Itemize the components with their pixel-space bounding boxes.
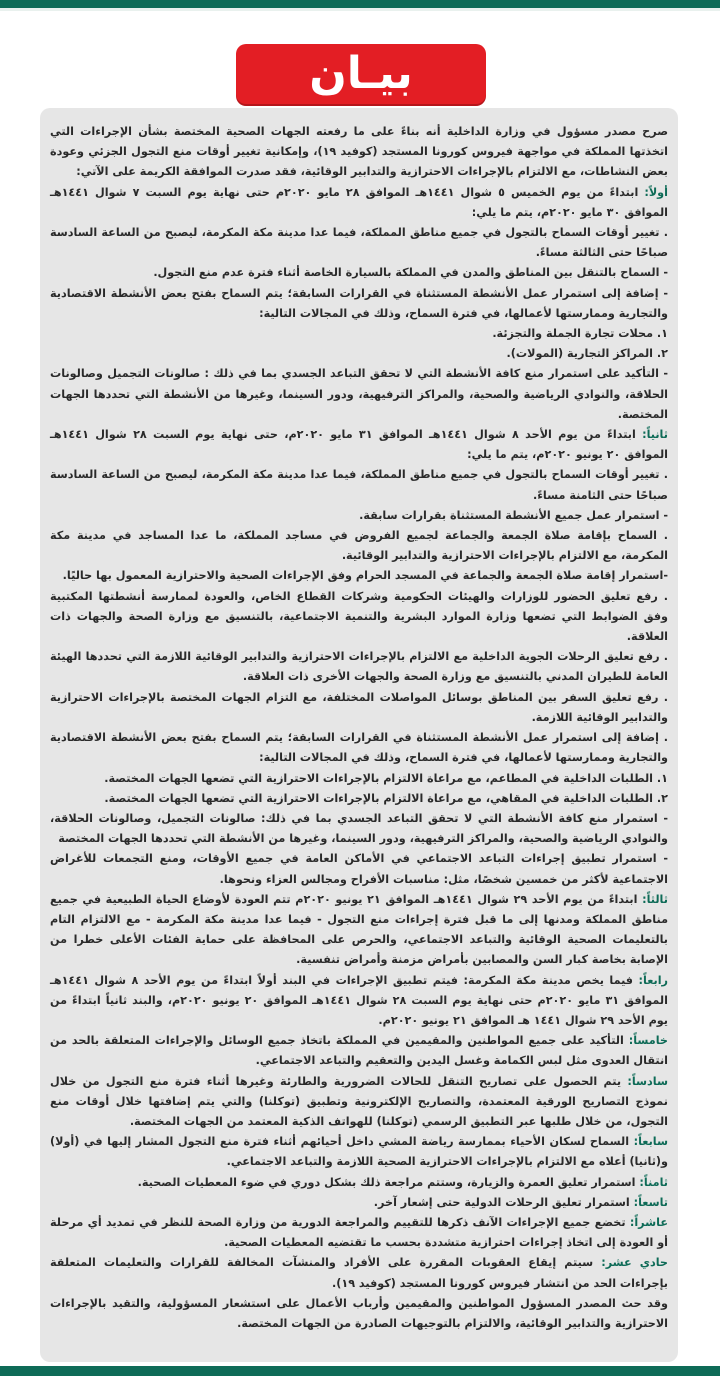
paragraph: [50, 122, 668, 183]
paragraph-label: عاشراً:: [629, 1215, 668, 1229]
paragraph-text: . تغيير أوقات السماح بالتجول في جميع مناطق المملكة، فيما عدا مدينة مكة المكرمة، ليصبح من الساعة السادسة صباحًا حتى الثالثة مساءً.: [50, 226, 668, 260]
paragraph-label: حادي عشر:: [601, 1256, 668, 1270]
paragraph-text: . السماح بإقامة صلاة الجمعة والجماعة لجميع الفروض في مساجد المملكة، ما عدا المساجد في مدينة مكة المكرمة، مع الالتزام بالإجراءات الاحترازية والتدابير الوقائية.: [50, 529, 668, 563]
paragraph-label: ثانياً:: [642, 428, 668, 442]
paragraph-text: ١. محلات تجارة الجملة والتجزئة.: [492, 327, 668, 341]
paragraph: [50, 506, 668, 526]
paragraph: [50, 263, 668, 283]
paragraph-text: استمرار تعليق الرحلات الدولية حتى إشعار آخر.: [373, 1195, 630, 1209]
paragraph-text: السماح لسكان الأحياء بممارسة رياضة المشي داخل أحيائهم أثناء فترة منع التجول المشار إليها في (أولا) و(ثانيا) أعلاه مع الالتزام بالإجراءات الاحترازية الصحية اللازمة والتباعد الاجتماعي.: [50, 1135, 668, 1169]
paragraph-text: ابتداءً من يوم الخميس ٥ شوال ١٤٤١هـ الموافق ٢٨ مايو ٢٠٢٠م حتى نهاية يوم السبت ٧ شوال ١٤٤١هـ الموافق ٣٠ مايو ٢٠٢٠م، يتم ما يلي:: [50, 185, 668, 219]
paragraph-label: رابعاً:: [638, 973, 668, 987]
paragraph: [50, 728, 668, 768]
paragraph-text: وقد حث المصدر المسؤول المواطنين والمقيمين وأرباب الأعمال على استشعار المسؤولية، والتقيد بالإجراءات الاحترازية والتدابير الوقائية، والالتزام بالتوجيهات الصادرة من الجهات المختصة.: [50, 1296, 668, 1330]
paragraph-text: تخضع جميع الإجراءات الآنف ذكرها للتقييم والمراجعة الدورية من وزارة الصحة للنظر في تمديد أي مرحلة أو العودة إلى اتخاذ إجراءات احترازية متشددة بحسب ما تقتضيه المعطيات الصحية.: [50, 1215, 668, 1250]
paragraph-text: - استمرار تطبيق إجراءات التباعد الاجتماعي في الأماكن العامة في جميع الأوقات، ومنع التجمعات للأغراض الاجتماعية لأكثر من خمسين شخصًا، مثل: مناسبات الأفراح ومجالس العزاء ونحوها.: [50, 852, 668, 886]
paragraph: [50, 890, 668, 971]
paragraph-label: أولاً:: [644, 185, 668, 199]
paragraph-text: . رفع تعليق الرحلات الجوية الداخلية مع الالتزام بالإجراءات الاحترازية والتدابير الوقائية اللازمة التي تحددها الهيئة العامة للطيران المدني بالتنسيق مع وزارة الصحة والجهات الأخرى ذات العلاقة.: [50, 650, 668, 684]
paragraph: [50, 183, 668, 223]
paragraph-text: . رفع تعليق الحضور للوزارات والهيئات الحكومية وشركات القطاع الخاص، والعودة لممارسة أنشطتها المكتبية وفق الضوابط التي تضعها وزارة الموارد البشرية والتنمية الاجتماعية، بالتنسيق مع وزارة الصحة والجهات ذات العلاقة.: [50, 589, 668, 644]
paragraph-text: التأكيد على جميع المواطنين والمقيمين في المملكة باتخاذ جميع الوسائل والإجراءات المتعلقة بالحد من انتقال العدوى مثل لبس الكمامة وغسل اليدين والتعقيم والتباعد الاجتماعي.: [50, 1034, 668, 1068]
top-band: [0, 0, 720, 8]
paragraph-text: ٢. الطلبات الداخلية في المقاهي، مع مراعاة الالتزام بالإجراءات الاحترازية التي تضعها الجهات المختصة.: [104, 791, 668, 805]
paragraph-text: . إضافة إلى استمرار عمل الأنشطة المستثناة في القرارات السابقة؛ يتم السماح بفتح بعض الأنشطة الاقتصادية والتجارية وممارستها لأعمالها، في فترة السماح، وذلك في المجالات التالية:: [50, 731, 668, 765]
paragraph: [50, 223, 668, 263]
paragraph: [50, 284, 668, 324]
paragraph: [50, 1294, 668, 1334]
paragraph: [50, 344, 668, 364]
paragraph-text: -استمرار إقامة صلاة الجمعة والجماعة في المسجد الحرام وفق الإجراءات الصحية والاحترازية المعمول بها حاليًا.: [62, 569, 668, 583]
paragraph: [50, 1253, 668, 1293]
paragraph-label: ثالثاً:: [642, 892, 668, 906]
paragraph-text: - إضافة إلى استمرار عمل الأنشطة المستثناة في القرارات السابقة؛ يتم السماح بفتح بعض الأنشطة الاقتصادية والتجارية وممارستها لأعمالها، في فترة السماح، وذلك في المجالات التالية:: [50, 286, 668, 320]
paragraph: [50, 647, 668, 687]
paragraph: [50, 566, 668, 586]
paragraph: [50, 324, 668, 344]
paragraph: [50, 971, 668, 1032]
statement-body: [40, 108, 678, 1362]
paragraph-text: ٢. المراكز التجارية (المولات).: [506, 347, 668, 361]
paragraph-label: خامساً:: [628, 1034, 668, 1048]
paragraph: [50, 425, 668, 465]
paragraph-text: . رفع تعليق السفر بين المناطق بوسائل المواصلات المختلفة، مع التزام الجهات المختصة بالإجراءات الاحترازية والتدابير الوقائية اللازمة.: [50, 690, 668, 724]
paragraph-label: ثامناً:: [639, 1175, 668, 1189]
paragraph-text: - التأكيد على استمرار منع كافة الأنشطة التي لا تحقق التباعد الجسدي بما في ذلك : صالونات التجميل وصالونات الحلاقة، والنوادي الرياضية والصحية، والمراكز الترفيهية، ودور السينما، وغيرها من الأنشطة التي تحددها الجهات المختصة.: [50, 367, 668, 421]
paragraph: [50, 769, 668, 789]
bottom-band: [0, 1366, 720, 1376]
paragraph: [50, 1072, 668, 1133]
paragraph: [50, 1213, 668, 1253]
paragraph: [50, 1193, 668, 1213]
paragraph-text: سيتم إيقاع العقوبات المقررة على الأفراد والمنشآت المخالفة للقرارات والتعليمات المتعلقة بإجراءات الحد من انتشار فيروس كورونا المستجد (كوفيد ١٩).: [50, 1256, 668, 1290]
paragraph: [50, 789, 668, 809]
paragraph: [50, 688, 668, 728]
title: بيـان: [309, 48, 413, 99]
top-band-line: [0, 8, 720, 11]
paragraph: [50, 465, 668, 505]
paragraph-text: ابتداءً من يوم الأحد ٢٩ شوال ١٤٤١هـ الموافق ٢١ يونيو ٢٠٢٠م تتم العودة لأوضاع الحياة الطبيعية في جميع مناطق المملكة ومدنها إلى ما قبل فترة إجراءات منع التجول - فيما عدا مدينة مكة المكرمة - مع الالتزام التام بالتعليمات الصحية الوقائية والتباعد الاجتماعي، والحرص على المحافظة على حماية الفئات الأعلى خطرا من الإصابة بخاصة كبار السن والمصابين بأمراض مزمنة وأمراض تنفسية.: [50, 892, 668, 967]
paragraph-label: تاسعاً:: [633, 1195, 668, 1209]
paragraph: [50, 587, 668, 648]
paragraph-text: ابتداءً من يوم الأحد ٨ شوال ١٤٤١هـ الموافق ٣١ مايو ٢٠٢٠م، حتى نهاية يوم السبت ٢٨ شوال ١٤٤١هـ الموافق ٢٠ يونيو ٢٠٢٠م، يتم ما يلي:: [50, 428, 668, 462]
paragraph: [50, 1132, 668, 1172]
paragraph-text: فيما يخص مدينة مكة المكرمة: فيتم تطبيق الإجراءات في البند أولاً ابتداءً من يوم الأحد ٨ شوال ١٤٤١هـ الموافق ٣١ مايو ٢٠٢٠م حتى نهاية يوم السبت ٢٨ شوال ١٤٤١هـ الموافق ٢٠ يونيو ٢٠٢٠م، والبند ثانياً ابتداءً من يوم الأحد ٢٩ شوال ١٤٤١ هـ الموافق ٢١ يونيو ٢٠٢٠م.: [50, 973, 668, 1027]
paragraph: [50, 1031, 668, 1071]
paragraph-text: صرح مصدر مسؤول في وزارة الداخلية أنه بناءً على ما رفعته الجهات الصحية المختصة بشأن الإجراءات التي اتخذتها المملكة في مواجهة فيروس كورونا المستجد (كوفيد ١٩)، وإمكانية تغيير أوقات منع التجول الجزئي وعودة بعض النشاطات، مع الالتزام بالإجراءات الاحترازية والتدابير الوقائية، فقد صدرت الموافقة الكريمة على الآتي:: [50, 125, 668, 179]
paragraph: [50, 526, 668, 566]
paragraph-text: - استمرار منع كافة الأنشطة التي لا تحقق التباعد الجسدي بما في ذلك: صالونات التجميل، وصالونات الحلاقة، والنوادي الرياضية والصحية، والمراكز الترفيهية، ودور السينما، وغيرها من الأنشطة التي تحددها الجهات المختصة: [50, 811, 668, 846]
paragraph-label: سابعاً:: [633, 1135, 668, 1149]
paragraph-text: ١. الطلبات الداخلية في المطاعم، مع مراعاة الالتزام بالإجراءات الاحترازية التي تضعها الجهات المختصة.: [104, 771, 668, 785]
paragraph: [50, 1173, 668, 1193]
paragraph: [50, 849, 668, 889]
paragraph: [50, 809, 668, 849]
paragraph-label: سادساً:: [627, 1074, 668, 1088]
paragraph: [50, 364, 668, 425]
paragraph-text: - استمرار عمل جميع الأنشطة المستثناة بقرارات سابقة.: [359, 508, 668, 522]
paragraph-text: . تغيير أوقات السماح بالتجول في جميع مناطق المملكة، فيما عدا مدينة مكة المكرمة، ليصبح من الساعة السادسة صباحًا حتى الثامنة مساءً.: [50, 468, 668, 502]
paragraph-text: يتم الحصول على تصاريح التنقل للحالات الضرورية والطارئة وغيرها أثناء فترة منع التجول من خلال نموذج التصاريح الورقية المعتمدة، والتصاريح الإلكترونية وتطبيق (توكلنا) والتي يتم إضافتها خلال أوقات منع التجول، من خلال طلبها عبر التطبيق الرسمي (توكلنا) للهواتف الذكية المعتمد من الجهات المختصة.: [50, 1074, 668, 1128]
title-badge: [236, 44, 486, 104]
paragraph-text: - السماح بالتنقل بين المناطق والمدن في المملكة بالسيارة الخاصة أثناء فترة عدم منع التجول.: [153, 266, 668, 280]
paragraph-text: استمرار تعليق العمرة والزيارة، وستتم مراجعة ذلك بشكل دوري في ضوء المعطيات الصحية.: [137, 1175, 636, 1189]
